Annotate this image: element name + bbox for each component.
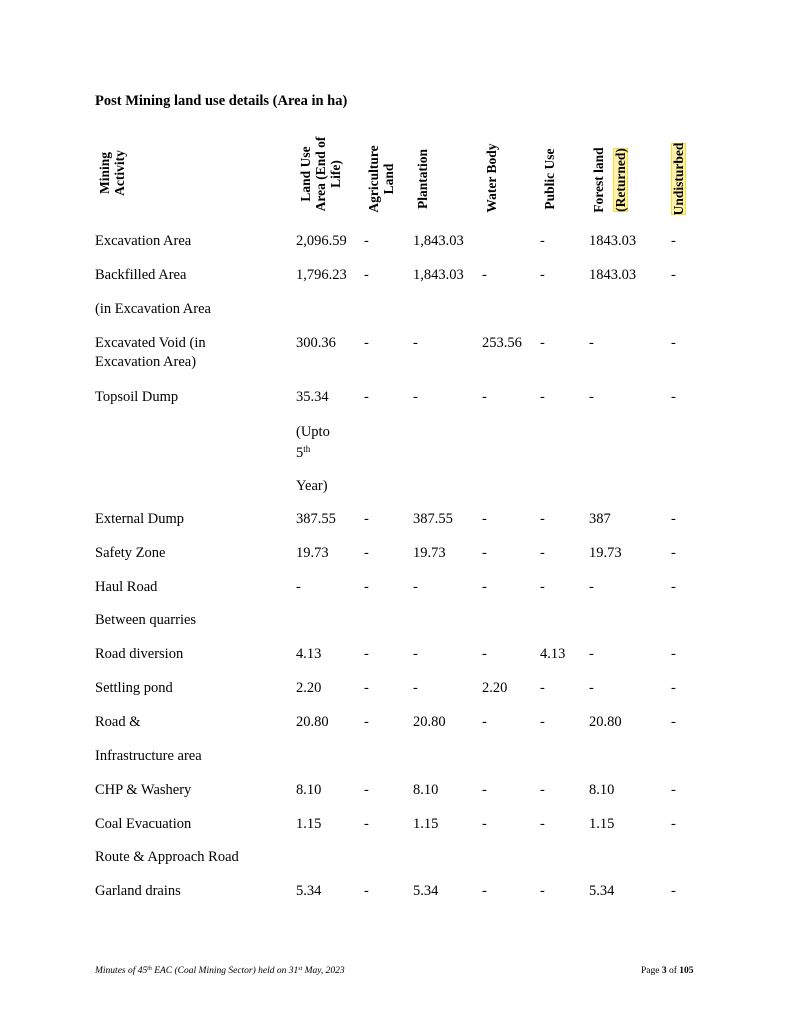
cell-forest-land: 8.10 <box>589 782 615 798</box>
cell-activity: Settling pond <box>95 680 173 696</box>
cell-plantation: - <box>413 335 418 351</box>
cell-activity: External Dump <box>95 511 184 527</box>
cell-public-use: - <box>540 680 545 696</box>
col-header-activity-line: Mining <box>97 152 112 195</box>
footer-text: EAC (Coal Mining Sector) held on 31 <box>151 966 299 976</box>
cell-activity: (in Excavation Area <box>95 301 211 317</box>
footer-sup: st <box>298 965 303 972</box>
cell-plantation: - <box>413 389 418 405</box>
cell-activity: Excavation Area <box>95 233 192 249</box>
cell-land-use: 20.80 <box>296 714 329 730</box>
cell-forest-land: 1843.03 <box>589 233 637 249</box>
cell-undisturbed: - <box>671 680 676 696</box>
cell-public-use: - <box>540 545 545 561</box>
col-header-public-use-line: Public Use <box>542 148 557 210</box>
cell-forest-land: 5.34 <box>589 883 615 899</box>
cell-undisturbed: - <box>671 579 676 595</box>
cell-plantation: - <box>413 646 418 662</box>
cell-public-use: - <box>540 511 545 527</box>
cell-undisturbed: - <box>671 646 676 662</box>
page-num: 3 <box>661 966 667 976</box>
cell-forest-land: - <box>589 646 594 662</box>
cell-land-use: 1.15 <box>296 816 322 832</box>
cell-activity: Safety Zone <box>95 545 166 561</box>
cell-plantation: 387.55 <box>413 511 453 527</box>
cell-forest-land: 1843.03 <box>589 267 637 283</box>
cell-agriculture: - <box>364 782 369 798</box>
cell-text: 5 <box>296 445 304 461</box>
cell-public-use: - <box>540 233 545 249</box>
cell-water-body: - <box>482 714 487 730</box>
cell-undisturbed: - <box>671 233 676 249</box>
cell-public-use: - <box>540 579 545 595</box>
cell-agriculture: - <box>364 816 369 832</box>
cell-public-use: - <box>540 782 545 798</box>
footer-sup: th <box>147 965 152 972</box>
cell-water-body: - <box>482 782 487 798</box>
cell-activity: Haul Road <box>95 579 158 595</box>
col-header-land-use-line: Land Use <box>298 146 313 202</box>
cell-agriculture: - <box>364 883 369 899</box>
cell-activity: Infrastructure area <box>95 748 202 764</box>
cell-forest-land: 20.80 <box>589 714 622 730</box>
cell-plantation: 20.80 <box>413 714 446 730</box>
cell-land-use: 8.10 <box>296 782 322 798</box>
cell-land-use: 300.36 <box>296 335 336 351</box>
cell-land-use: 2,096.59 <box>296 233 347 249</box>
cell-agriculture: - <box>364 545 369 561</box>
cell-agriculture: - <box>364 680 369 696</box>
cell-agriculture: - <box>364 511 369 527</box>
cell-land-use: 387.55 <box>296 511 336 527</box>
cell-water-body: - <box>482 646 487 662</box>
cell-water-body: - <box>482 511 487 527</box>
cell-water-body: 253.56 <box>482 335 522 351</box>
col-header-undisturbed-line: Undisturbed <box>671 142 686 216</box>
cell-undisturbed: - <box>671 782 676 798</box>
cell-undisturbed: - <box>671 545 676 561</box>
page-label: Page <box>641 966 662 976</box>
col-header-land-use-line: Life) <box>328 160 343 188</box>
col-header-water-body-line: Water Body <box>484 143 499 213</box>
footer-minutes <box>95 966 345 976</box>
cell-agriculture: - <box>364 389 369 405</box>
cell-water-body: - <box>482 389 487 405</box>
cell-undisturbed: - <box>671 714 676 730</box>
cell-public-use: - <box>540 267 545 283</box>
cell-line: Excavated Void (in <box>95 335 206 351</box>
cell-sup: th <box>303 444 311 455</box>
cell-activity: Road diversion <box>95 646 184 662</box>
cell-public-use: 4.13 <box>540 646 566 662</box>
cell-line: Excavation Area) <box>95 354 197 370</box>
cell-land-use: 5.34 <box>296 883 322 899</box>
cell-agriculture: - <box>364 646 369 662</box>
cell-agriculture: - <box>364 714 369 730</box>
cell-land-use: 1,796.23 <box>296 267 347 283</box>
cell-land-use: 19.73 <box>296 545 329 561</box>
cell-undisturbed: - <box>671 816 676 832</box>
col-header-forest-land-line: Forest land <box>591 147 606 213</box>
cell-public-use: - <box>540 883 545 899</box>
cell-public-use: - <box>540 335 545 351</box>
cell-agriculture: - <box>364 335 369 351</box>
col-header-forest-land-line: (Returned) <box>613 148 628 212</box>
cell-activity <box>95 334 206 372</box>
cell-plantation: 1,843.03 <box>413 267 464 283</box>
cell-activity: Between quarries <box>95 612 197 628</box>
page-total: 105 <box>679 966 694 976</box>
cell-activity: Road & <box>95 714 141 730</box>
cell-agriculture: - <box>364 267 369 283</box>
cell-public-use: - <box>540 389 545 405</box>
cell-undisturbed: - <box>671 335 676 351</box>
cell-activity: CHP & Washery <box>95 782 192 798</box>
page-title: Post Mining land use details (Area in ha) <box>95 93 348 109</box>
cell-water-body: - <box>482 883 487 899</box>
cell-undisturbed: - <box>671 511 676 527</box>
cell-land-use: 4.13 <box>296 646 322 662</box>
cell-undisturbed: - <box>671 267 676 283</box>
col-header-plantation-line: Plantation <box>415 149 430 210</box>
cell-plantation: 8.10 <box>413 782 439 798</box>
cell-forest-land: - <box>589 579 594 595</box>
cell-public-use: - <box>540 816 545 832</box>
cell-land-use: (Upto <box>296 424 330 440</box>
cell-activity: Backfilled Area <box>95 267 187 283</box>
cell-plantation: 19.73 <box>413 545 446 561</box>
cell-water-body: - <box>482 816 487 832</box>
cell-activity: Garland drains <box>95 883 181 899</box>
footer-text: May, 2023 <box>302 966 345 976</box>
cell-plantation: 5.34 <box>413 883 439 899</box>
cell-activity: Route & Approach Road <box>95 849 239 865</box>
cell-plantation: 1.15 <box>413 816 439 832</box>
cell-undisturbed: - <box>671 883 676 899</box>
col-header-land-use-line: Area (End of <box>313 136 328 212</box>
cell-land-use: 2.20 <box>296 680 322 696</box>
cell-land-use: - <box>296 579 301 595</box>
col-header-activity-line: Activity <box>112 150 127 196</box>
cell-forest-land: 19.73 <box>589 545 622 561</box>
cell-agriculture: - <box>364 233 369 249</box>
footer-text: Minutes of 45 <box>95 966 148 976</box>
cell-forest-land: - <box>589 389 594 405</box>
cell-public-use: - <box>540 714 545 730</box>
of-label: of <box>666 966 680 976</box>
cell-plantation: - <box>413 680 418 696</box>
cell-land-use: Year) <box>296 478 328 494</box>
cell-water-body: 2.20 <box>482 680 508 696</box>
cell-activity: Coal Evacuation <box>95 816 192 832</box>
cell-plantation: 1,843.03 <box>413 233 464 249</box>
col-header-agriculture-line: Land <box>381 163 396 195</box>
cell-forest-land: - <box>589 335 594 351</box>
cell-water-body: - <box>482 545 487 561</box>
col-header-agriculture-line: Agriculture <box>366 145 381 213</box>
cell-plantation: - <box>413 579 418 595</box>
cell-forest-land: - <box>589 680 594 696</box>
page-number <box>641 966 694 976</box>
cell-land-use <box>296 444 310 463</box>
cell-forest-land: 1.15 <box>589 816 615 832</box>
cell-water-body: - <box>482 579 487 595</box>
cell-land-use: 35.34 <box>296 389 329 405</box>
cell-activity: Topsoil Dump <box>95 389 179 405</box>
cell-undisturbed: - <box>671 389 676 405</box>
cell-water-body: - <box>482 267 487 283</box>
cell-forest-land: 387 <box>589 511 611 527</box>
cell-agriculture: - <box>364 579 369 595</box>
